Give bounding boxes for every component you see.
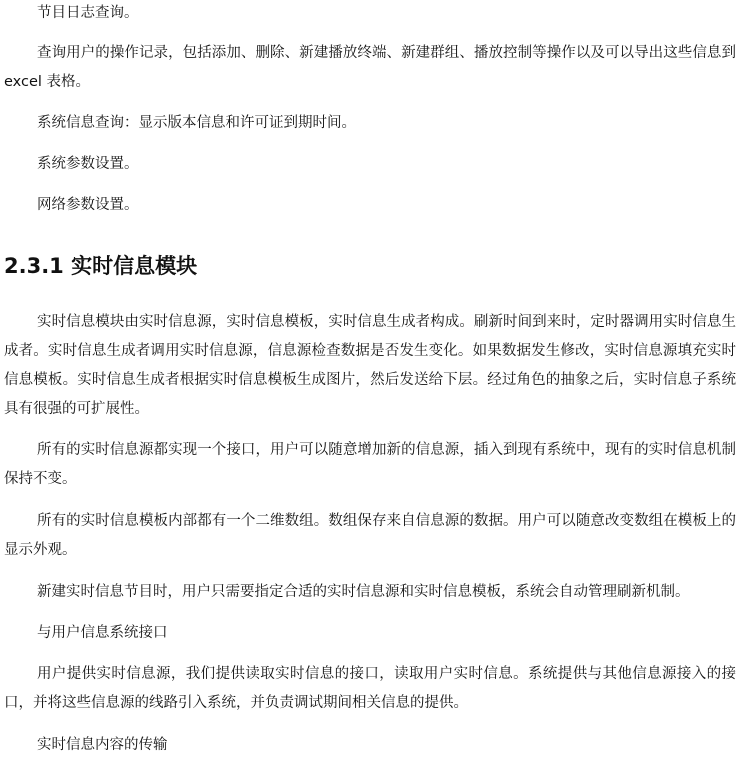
paragraph-network-parameter-settings: 网络参数设置。: [37, 197, 139, 213]
section-heading: 2.3.1 实时信息模块: [4, 254, 198, 278]
paragraph-user-system-interface-title: 与用户信息系统接口: [37, 625, 168, 641]
paragraph-system-parameter-settings: 系统参数设置。: [37, 156, 139, 172]
paragraph-realtime-content-transfer: 实时信息内容的传输: [37, 737, 168, 753]
paragraph-info-source-interface: 所有的实时信息源都实现一个接口，用户可以随意增加新的信息源，插入到现有系统中，现有的实时信息机制保持不变。: [4, 442, 736, 487]
paragraph-program-log-query: 节目日志查询。: [37, 5, 139, 21]
paragraph-template-array: 所有的实时信息模板内部都有一个二维数组。数组保存来自信息源的数据。用户可以随意改变数组在模板上的显示外观。: [4, 513, 736, 558]
paragraph-system-info-query: 系统信息查询：显示版本信息和许可证到期时间。: [37, 115, 356, 131]
paragraph-realtime-module-overview: 实时信息模块由实时信息源，实时信息模板，实时信息生成者构成。刷新时间到来时，定时器调用实时信息生成者。实时信息生成者调用实时信息源，信息源检查数据是否发生变化。如果数据发生修改，实时信息源填充实时信息模板。实时信息生成者根据实时信息模板生成图片，然后发送给下层。经过角色的抽象之后，实时信息子系统具有很强的可扩展性。: [4, 314, 736, 417]
paragraph-user-system-interface-detail: 用户提供实时信息源，我们提供读取实时信息的接口，读取用户实时信息。系统提供与其他信息源接入的接口，并将这些信息源的线路引入系统，并负责调试期间相关信息的提供。: [4, 666, 736, 711]
paragraph-new-realtime-program: 新建实时信息节目时，用户只需要指定合适的实时信息源和实时信息模板，系统会自动管理刷新机制。: [37, 584, 690, 600]
paragraph-operation-record-query: 查询用户的操作记录，包括添加、删除、新建播放终端、新建群组、播放控制等操作以及可以导出这些信息到 excel 表格。: [4, 45, 736, 90]
